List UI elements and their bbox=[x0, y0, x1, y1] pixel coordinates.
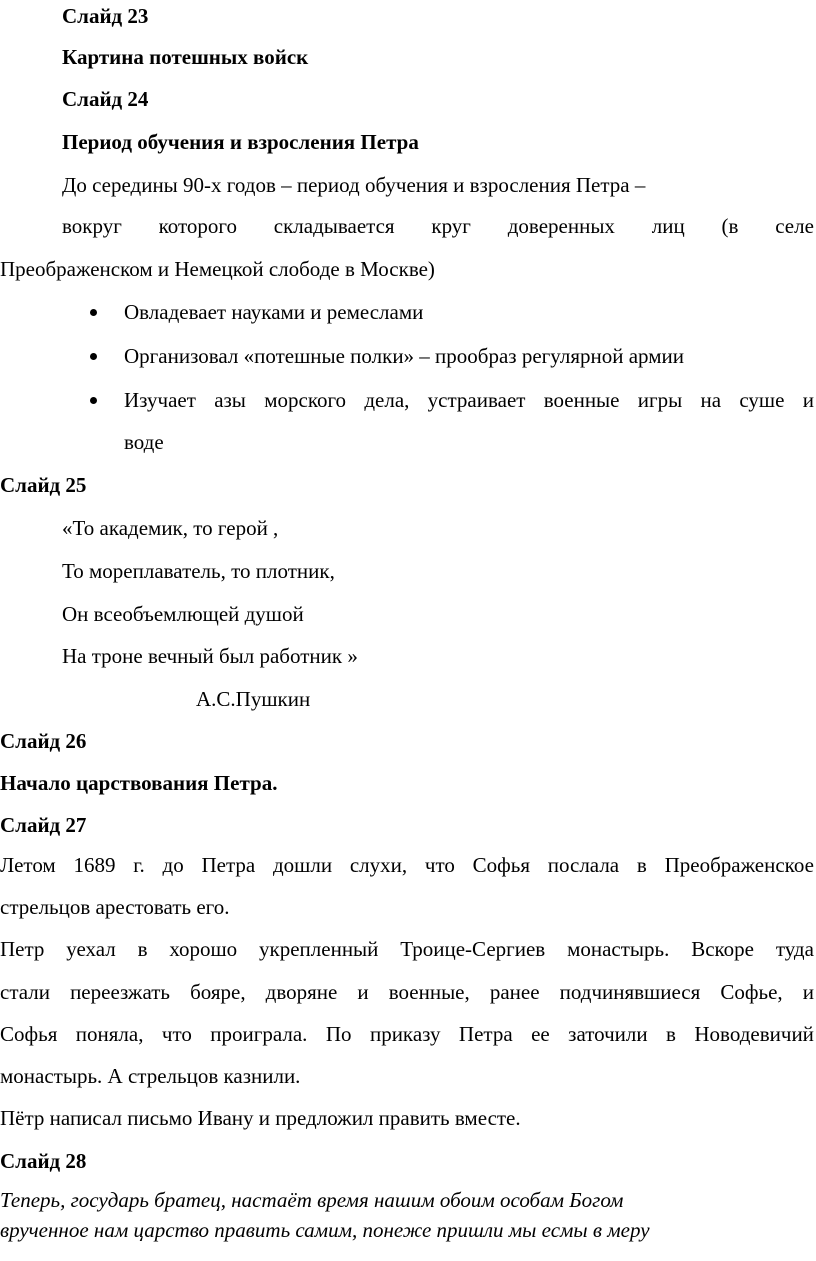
poem-line: На троне вечный был работник » bbox=[62, 644, 358, 668]
list-item: Овладевает науками и ремеслами bbox=[124, 300, 424, 324]
slide-24-paragraph-line-3: Преображенском и Немецкой слободе в Москве) bbox=[0, 257, 435, 281]
bullet-icon bbox=[90, 309, 97, 316]
word: морского bbox=[264, 388, 347, 412]
word: заточили bbox=[568, 1022, 648, 1046]
slide-27-title: Слайд 27 bbox=[0, 813, 87, 837]
poem-author: А.С.Пушкин bbox=[196, 687, 311, 711]
word: По bbox=[325, 1022, 352, 1046]
word: укрепленный bbox=[259, 937, 379, 961]
slide-27-paragraph-3: Пётр написал письмо Ивану и предложил править вместе. bbox=[0, 1106, 521, 1130]
poem-line: «То академик, то герой , bbox=[62, 516, 279, 540]
slide-27-paragraph-2-line-2 bbox=[0, 979, 814, 1005]
word: которого bbox=[158, 214, 237, 238]
bullet-icon bbox=[90, 397, 97, 404]
poem-line: То мореплаватель, то плотник, bbox=[62, 559, 335, 583]
word: складывается bbox=[273, 214, 395, 238]
word: устраивает bbox=[427, 388, 526, 412]
word: на bbox=[700, 388, 722, 412]
slide-27-paragraph-2-line-3 bbox=[0, 1021, 814, 1047]
bullet-icon bbox=[90, 353, 97, 360]
word: и bbox=[802, 980, 814, 1004]
slide-27-paragraph-1-line-1 bbox=[0, 852, 814, 878]
word: Преображенское bbox=[664, 853, 814, 877]
word: суше bbox=[739, 388, 785, 412]
slide-24-title: Слайд 24 bbox=[62, 87, 149, 111]
word: Петра bbox=[458, 1022, 513, 1046]
word: военные, bbox=[388, 980, 470, 1004]
slide-27-paragraph-2-line-1 bbox=[0, 936, 814, 962]
slide-27-paragraph-1-line-2: стрельцов арестовать его. bbox=[0, 895, 230, 919]
slide-23-heading: Картина потешных войск bbox=[62, 45, 309, 69]
word: подчинявшиеся bbox=[559, 980, 701, 1004]
word: селе bbox=[775, 214, 814, 238]
word: Вскоре bbox=[691, 937, 754, 961]
word: Петра bbox=[201, 853, 256, 877]
word: переезжать bbox=[70, 980, 170, 1004]
word: Новодевичий bbox=[694, 1022, 814, 1046]
word: монастырь. bbox=[567, 937, 670, 961]
word: круг bbox=[431, 214, 471, 238]
word: слухи, bbox=[349, 853, 408, 877]
slide-24-heading: Период обучения и взросления Петра bbox=[62, 130, 419, 154]
word: г. bbox=[133, 853, 145, 877]
poem-line: Он всеобъемлющей душой bbox=[62, 602, 304, 626]
word: вокруг bbox=[62, 214, 122, 238]
word: приказу bbox=[369, 1022, 441, 1046]
word: доверенных bbox=[507, 214, 615, 238]
word: Софья bbox=[472, 853, 530, 877]
list-item: Организовал «потешные полки» – прообраз регулярной армии bbox=[124, 344, 684, 368]
word: послала bbox=[547, 853, 620, 877]
word: туда bbox=[775, 937, 814, 961]
word: азы bbox=[214, 388, 246, 412]
word: Софье, bbox=[720, 980, 783, 1004]
word: что bbox=[161, 1022, 192, 1046]
word: Летом bbox=[0, 853, 56, 877]
list-item bbox=[124, 387, 814, 413]
word: Петр bbox=[0, 937, 45, 961]
word: в bbox=[636, 853, 647, 877]
word: стали bbox=[0, 980, 50, 1004]
word: уехал bbox=[66, 937, 116, 961]
slide-25-title: Слайд 25 bbox=[0, 473, 87, 497]
word: до bbox=[162, 853, 184, 877]
word: ее bbox=[531, 1022, 550, 1046]
word: в bbox=[666, 1022, 676, 1046]
word: ранее bbox=[489, 980, 540, 1004]
word: и bbox=[802, 388, 814, 412]
word: поняла, bbox=[75, 1022, 144, 1046]
slide-24-paragraph-line-1: До середины 90-х годов – период обучения и взросления Петра – bbox=[62, 173, 646, 197]
slide-26-heading: Начало царствования Петра. bbox=[0, 771, 278, 795]
slide-27-paragraph-2-line-4: монастырь. А стрельцов казнили. bbox=[0, 1064, 301, 1088]
word: что bbox=[424, 853, 455, 877]
word: Изучает bbox=[124, 388, 196, 412]
word: и bbox=[357, 980, 369, 1004]
word: игры bbox=[637, 388, 683, 412]
word: бояре, bbox=[190, 980, 246, 1004]
word: военные bbox=[543, 388, 620, 412]
slide-23-title: Слайд 23 bbox=[62, 4, 149, 28]
word: лиц bbox=[651, 214, 685, 238]
word: Софья bbox=[0, 1022, 58, 1046]
word: хорошо bbox=[169, 937, 238, 961]
word: (в bbox=[721, 214, 739, 238]
word: 1689 bbox=[73, 853, 116, 877]
word: дела, bbox=[364, 388, 410, 412]
slide-26-title: Слайд 26 bbox=[0, 729, 87, 753]
slide-24-paragraph-line-2 bbox=[62, 213, 814, 239]
slide-28-quote-line-2: врученное нам царство править самим, понеже пришли мы есмы в меру bbox=[0, 1218, 650, 1242]
word: в bbox=[137, 937, 148, 961]
word: Троице-Сергиев bbox=[400, 937, 546, 961]
slide-28-title: Слайд 28 bbox=[0, 1149, 87, 1173]
word: дворяне bbox=[265, 980, 338, 1004]
word: дошли bbox=[272, 853, 333, 877]
word: проиграла. bbox=[210, 1022, 308, 1046]
list-item-continuation: воде bbox=[124, 430, 164, 454]
slide-28-quote-line-1: Теперь, государь братец, настаёт время нашим обоим особам Богом bbox=[0, 1188, 624, 1212]
